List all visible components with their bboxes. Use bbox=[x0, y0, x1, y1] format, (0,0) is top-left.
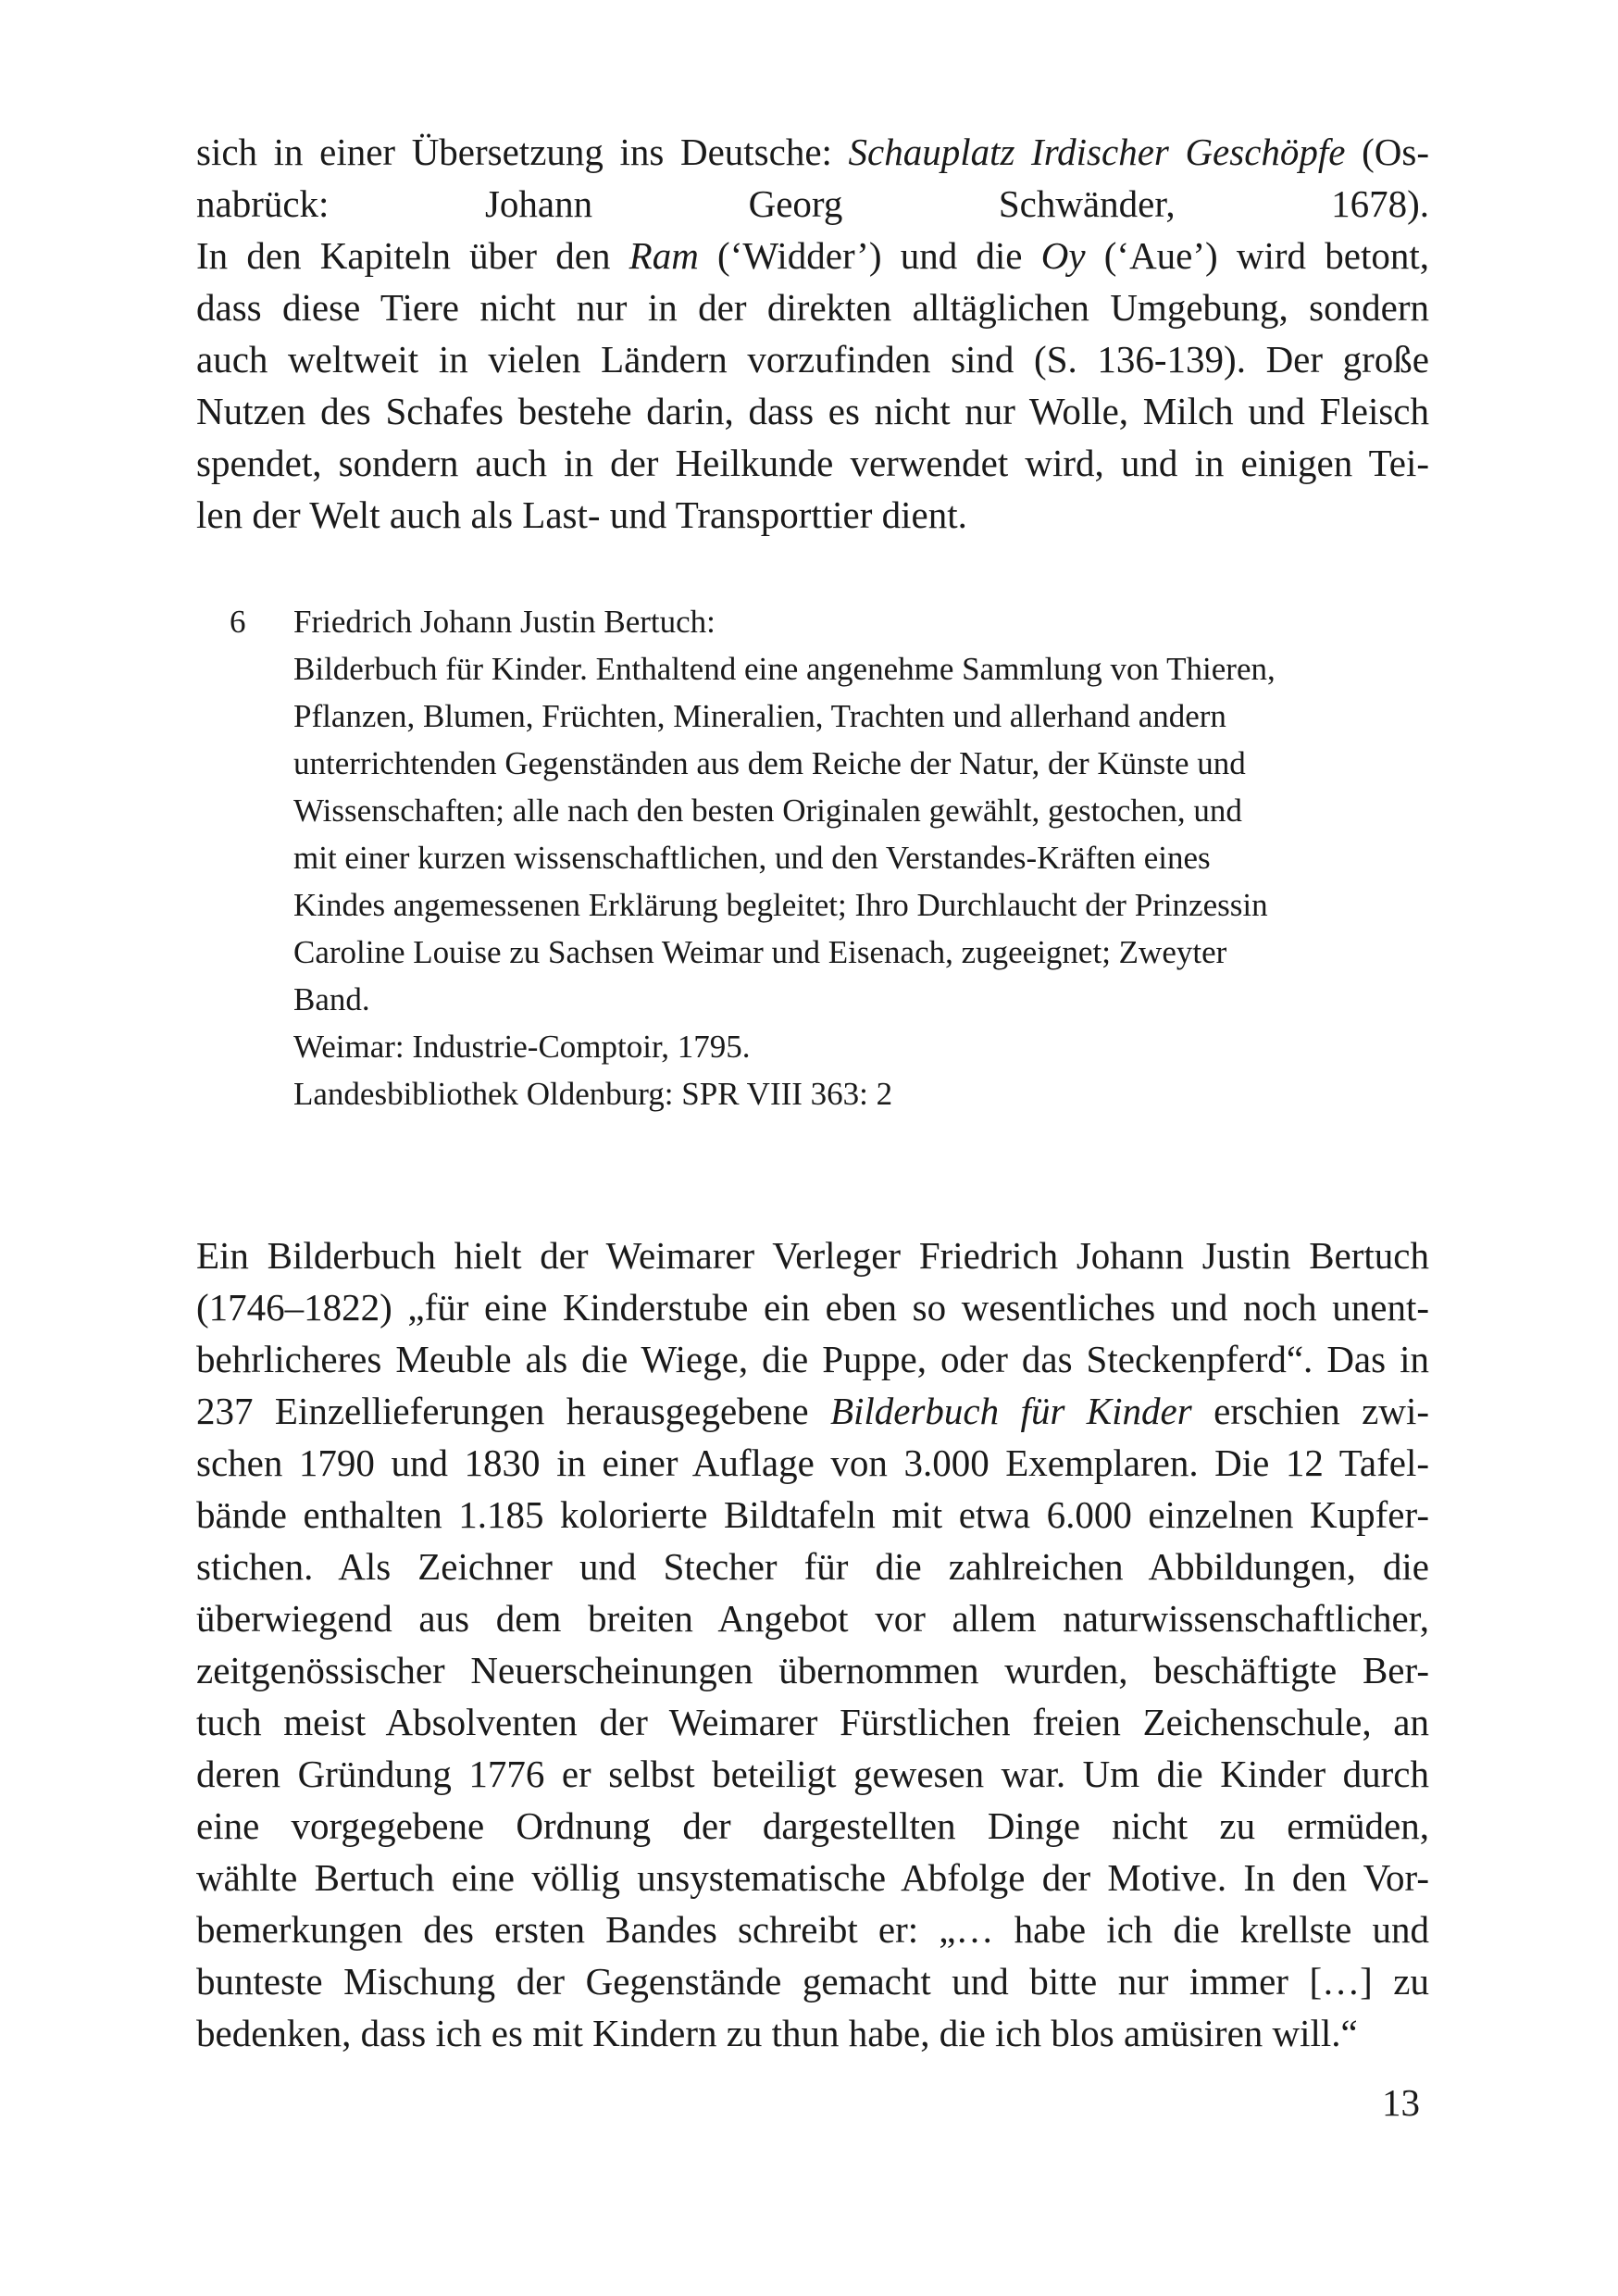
entry-title-line: Wissenschaften; alle nach den besten Originalen gewählt, gestochen, und bbox=[293, 792, 1242, 829]
text-line: bunteste Mischung der Gegenstände gemacht und bitte nur immer […] zu bbox=[196, 1960, 1429, 2003]
paragraph-schauplatz bbox=[196, 126, 1429, 541]
text-line: Ein Bilderbuch hielt der Weimarer Verleger Friedrich Johann Justin Bertuch bbox=[196, 1234, 1429, 1277]
text-line: len der Welt auch als Last- und Transporttier dient. bbox=[196, 493, 967, 536]
entry-imprint: Weimar: Industrie-Comptoir, 1795. bbox=[293, 1029, 751, 1065]
text-line: In den Kapiteln über den Ram (‘Widder’) und die Oy (‘Aue’) wird betont, bbox=[196, 234, 1430, 277]
text-line: bemerkungen des ersten Bandes schreibt er: „… habe ich die krellste und bbox=[196, 1908, 1429, 1951]
text-line: Nutzen des Schafes bestehe darin, dass es nicht nur Wolle, Milch und Fleisch bbox=[196, 390, 1429, 432]
text-line: überwiegend aus dem breiten Angebot vor allem naturwissenschaftlicher, bbox=[196, 1597, 1429, 1640]
entry-body bbox=[293, 598, 1386, 1117]
text-line: bände enthalten 1.185 kolorierte Bildtafeln mit etwa 6.000 einzelnen Kupfer- bbox=[196, 1493, 1429, 1536]
entry-title-line: Band. bbox=[293, 981, 370, 1017]
text-line: tuch meist Absolventen der Weimarer Fürstlichen freien Zeichenschule, an bbox=[196, 1701, 1429, 1743]
paragraph-1-text bbox=[196, 126, 1429, 541]
text-line: wählte Bertuch eine völlig unsystematische Abfolge der Motive. In den Vor- bbox=[196, 1856, 1429, 1899]
entry-shelfmark: Landesbibliothek Oldenburg: SPR VIII 363: 2 bbox=[293, 1076, 893, 1112]
italic-title: Oy bbox=[1040, 234, 1086, 277]
paragraph-2-text bbox=[196, 1229, 1429, 2059]
text-line: dass diese Tiere nicht nur in der direkten alltäglichen Umgebung, sondern bbox=[196, 286, 1429, 329]
italic-title: Ram bbox=[629, 234, 699, 277]
text-line: spendet, sondern auch in der Heilkunde verwendet wird, und in einigen Tei- bbox=[196, 442, 1429, 484]
text-line: nabrück: Johann Georg Schwänder, 1678). bbox=[196, 182, 1429, 225]
text-line: sich in einer Übersetzung ins Deutsche: Schauplatz Irdischer Geschöpfe (Os- bbox=[196, 131, 1429, 173]
entry-title-line: unterrichtenden Gegenständen aus dem Reiche der Natur, der Künste und bbox=[293, 745, 1246, 781]
text-line: auch weltweit in vielen Ländern vorzufinden sind (S. 136-139). Der große bbox=[196, 338, 1429, 381]
text-line: (1746–1822) „für eine Kinderstube ein eben so wesentliches und noch unent- bbox=[196, 1286, 1429, 1329]
entry-title-line: mit einer kurzen wissenschaftlichen, und den Verstandes-Kräften eines bbox=[293, 840, 1211, 876]
text-line: zeitgenössischer Neuerscheinungen übernommen wurden, beschäftigte Ber- bbox=[196, 1649, 1429, 1691]
italic-title: Bilderbuch für Kinder bbox=[829, 1390, 1192, 1432]
text-line: deren Gründung 1776 er selbst beteiligt gewesen war. Um die Kinder durch bbox=[196, 1753, 1429, 1795]
entry-title-line: Pflanzen, Blumen, Früchten, Mineralien, Trachten und allerhand andern bbox=[293, 698, 1226, 734]
entry-author: Friedrich Johann Justin Bertuch: bbox=[293, 604, 716, 640]
entry-title-line: Kindes angemessenen Erklärung begleitet; Ihro Durchlaucht der Prinzessin bbox=[293, 887, 1268, 923]
page-number: 13 bbox=[1382, 2081, 1420, 2124]
text-line: schen 1790 und 1830 in einer Auflage von 3.000 Exemplaren. Die 12 Tafel- bbox=[196, 1441, 1429, 1484]
italic-title: Schauplatz Irdischer Geschöpfe bbox=[848, 131, 1346, 173]
paragraph-bertuch bbox=[196, 1229, 1429, 2059]
entry-title-line: Bilderbuch für Kinder. Enthaltend eine angenehme Sammlung von Thieren, bbox=[293, 651, 1276, 687]
entry-title-line: Caroline Louise zu Sachsen Weimar und Eisenach, zugeeignet; Zweyter bbox=[293, 934, 1227, 970]
text-line: 237 Einzellieferungen herausgegebene Bilderbuch für Kinder erschien zwi- bbox=[196, 1390, 1429, 1432]
text-line: bedenken, dass ich es mit Kindern zu thun habe, die ich blos amüsiren will.“ bbox=[196, 2012, 1358, 2054]
text-line: stichen. Als Zeichner und Stecher für die zahlreichen Abbildungen, die bbox=[196, 1545, 1429, 1588]
text-line: behrlicheres Meuble als die Wiege, die Puppe, oder das Steckenpferd“. Das in bbox=[196, 1338, 1429, 1380]
entry-number: 6 bbox=[230, 604, 246, 640]
text-line: eine vorgegebene Ordnung der dargestellten Dinge nicht zu ermüden, bbox=[196, 1804, 1429, 1847]
